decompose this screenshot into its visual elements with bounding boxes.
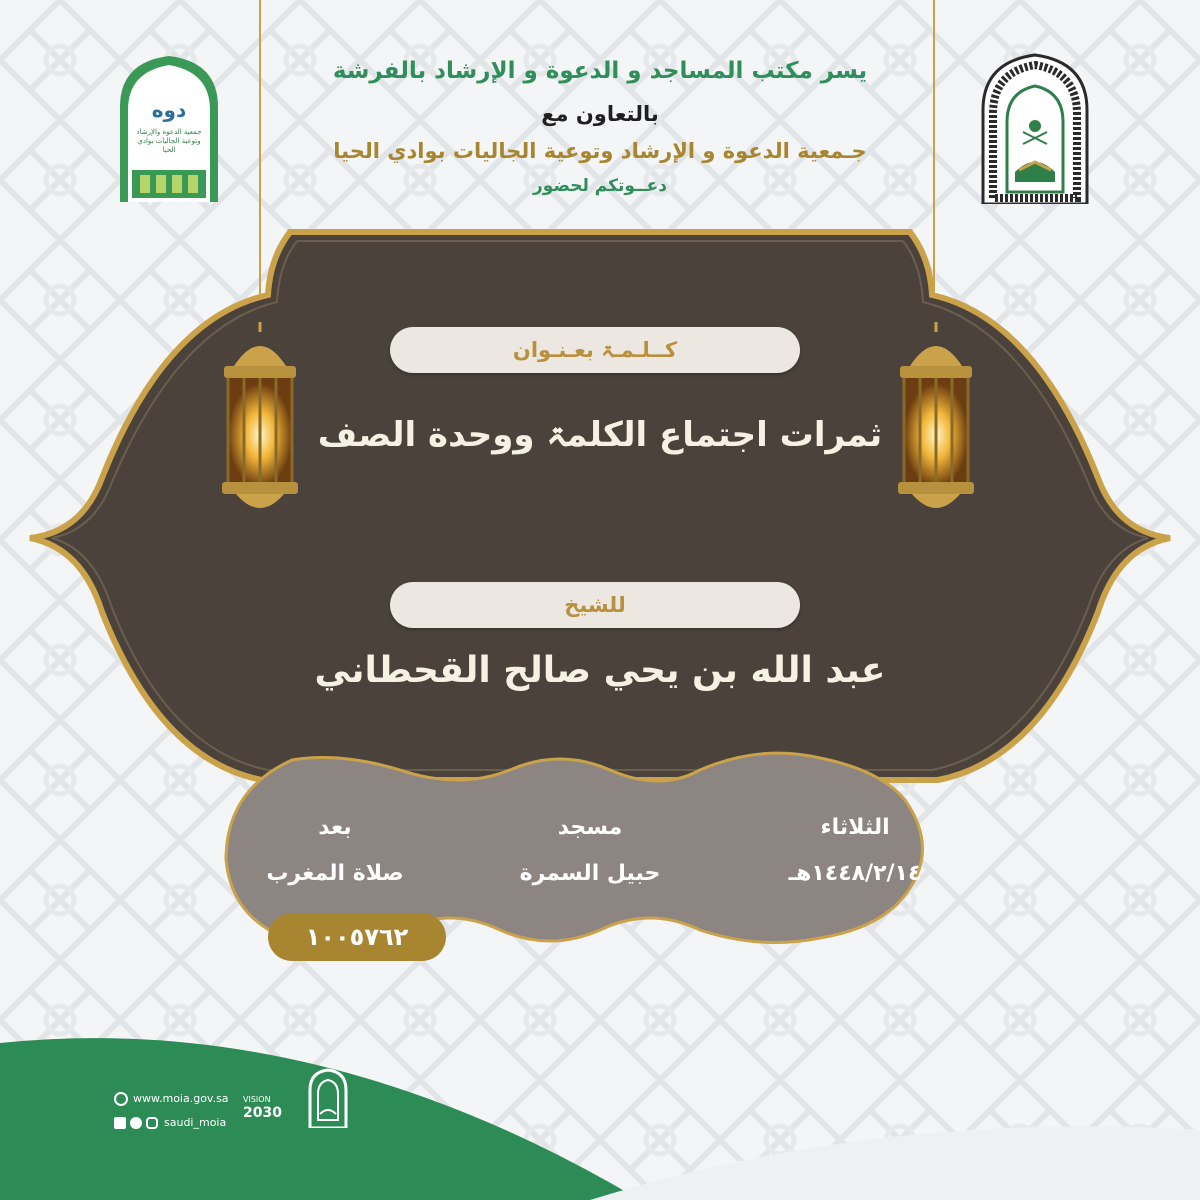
association-logo-abbr: دوه [151,98,187,122]
vision-label: VISION [243,1095,271,1104]
footer-social[interactable]: saudi_moia [164,1116,227,1129]
snapchat-icon[interactable] [130,1117,142,1129]
vision-year: 2030 [243,1105,282,1121]
globe-icon [114,1092,128,1106]
association-logo-text: جمعية الدعوة والإرشاد وتوعية الجاليات بوادي الحيا [136,128,202,154]
talk-label-pill: كــلـمـۃ بعـنـوان [390,327,800,373]
mosque-name: حبيل السمرة [519,861,661,886]
x-social-icon[interactable] [114,1117,126,1129]
header-line-1: يسر مكتب المساجد و الدعوة و الإرشاد بالفرشة [332,58,868,84]
day-label: الثلاثاء [820,815,890,840]
speaker-name: عبد الله بن يحي صالح القحطاني [314,650,886,691]
header-line-2: بالتعاون مع [541,102,659,126]
header-line-3: جـمعية الدعوة و الإرشاد وتوعية الجاليات بوادي الحيا [333,139,867,163]
talk-title: ثمرات اجتماع الكلمۃ ووحدة الصف [317,415,883,455]
ministry-footer-emblem-icon [306,1068,350,1128]
speaker-label-pill: للشيخ [390,582,800,628]
time-label: بعد [318,815,352,840]
time-value: صلاة المغرب [266,861,404,886]
vision-2030-logo [243,1085,293,1135]
mosque-label: مسجد [557,815,623,840]
header-line-4: دعــوتكم لحضور [533,176,667,196]
footer-website[interactable]: www.moia.gov.sa [133,1092,229,1105]
reference-number-badge: ١٠٠٥٧٦٢ [268,913,446,961]
date-value: ١٤٤٨/٢/١٤هـ [788,861,922,886]
instagram-icon[interactable] [146,1117,158,1129]
